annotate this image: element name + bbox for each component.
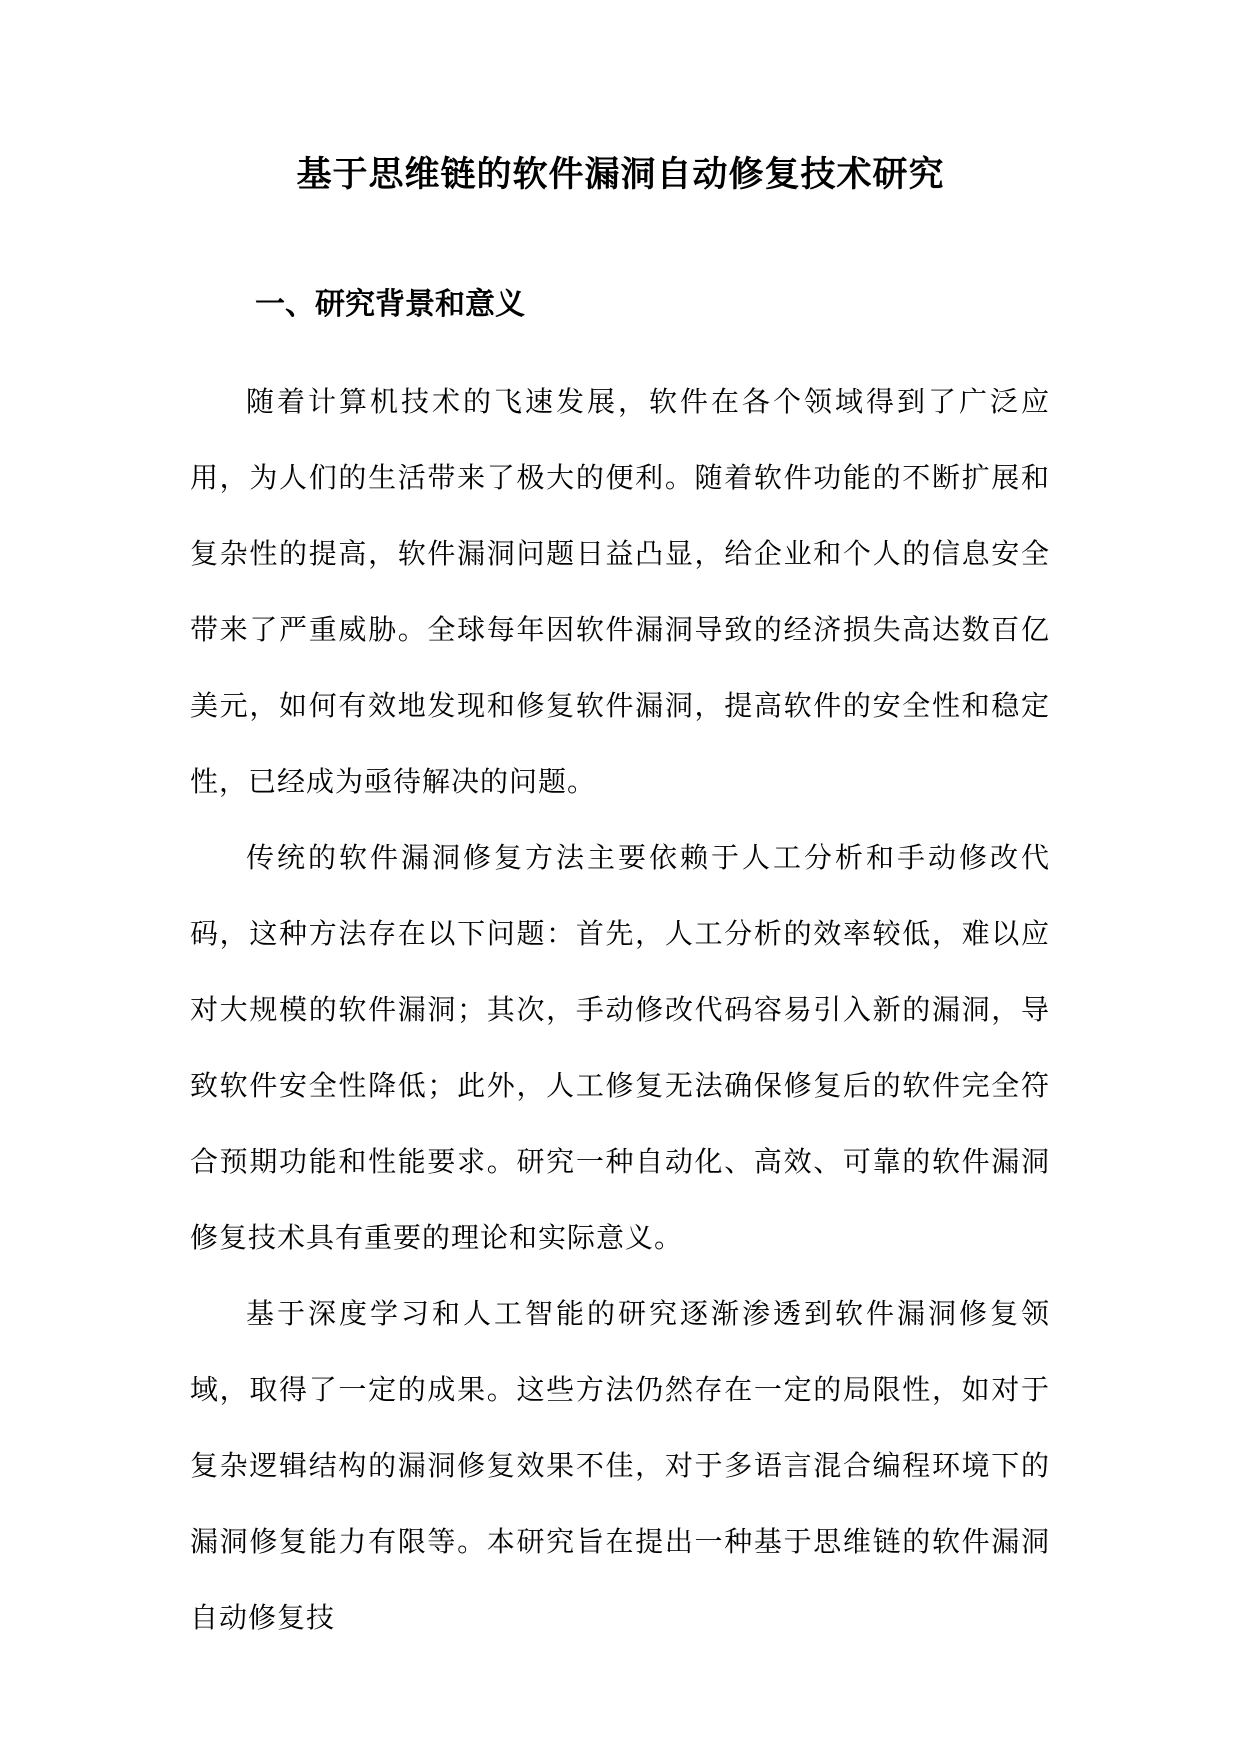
paragraph-3: 基于深度学习和人工智能的研究逐渐渗透到软件漏洞修复领域，取得了一定的成果。这些方法仍然存在一定的局限性，如对于复杂逻辑结构的漏洞修复效果不佳，对于多语言混合编程环境下的漏洞修复能力有限等。本研究旨在提出一种基于思维链的软件漏洞自动修复技 <box>190 1297 1050 1634</box>
paragraph-2: 传统的软件漏洞修复方法主要依赖于人工分析和手动修改代码，这种方法存在以下问题：首先，人工分析的效率较低，难以应对大规模的软件漏洞；其次，手动修改代码容易引入新的漏洞，导致软件安全性降低；此外，人工修复无法确保修复后的软件完全符合预期功能和性能要求。研究一种自动化、高效、可靠的软件漏洞修复技术具有重要的理论和实际意义。 <box>190 841 1050 1254</box>
document-title: 基于思维链的软件漏洞自动修复技术研究 <box>296 154 945 195</box>
section-heading: 一、研究背景和意义 <box>255 287 525 322</box>
paragraph-1: 随着计算机技术的飞速发展，软件在各个领域得到了广泛应用，为人们的生活带来了极大的便利。随着软件功能的不断扩展和复杂性的提高，软件漏洞问题日益凸显，给企业和个人的信息安全带来了严重威胁。全球每年因软件漏洞导致的经济损失高达数百亿美元，如何有效地发现和修复软件漏洞，提高软件的安全性和稳定性，已经成为亟待解决的问题。 <box>190 385 1050 798</box>
